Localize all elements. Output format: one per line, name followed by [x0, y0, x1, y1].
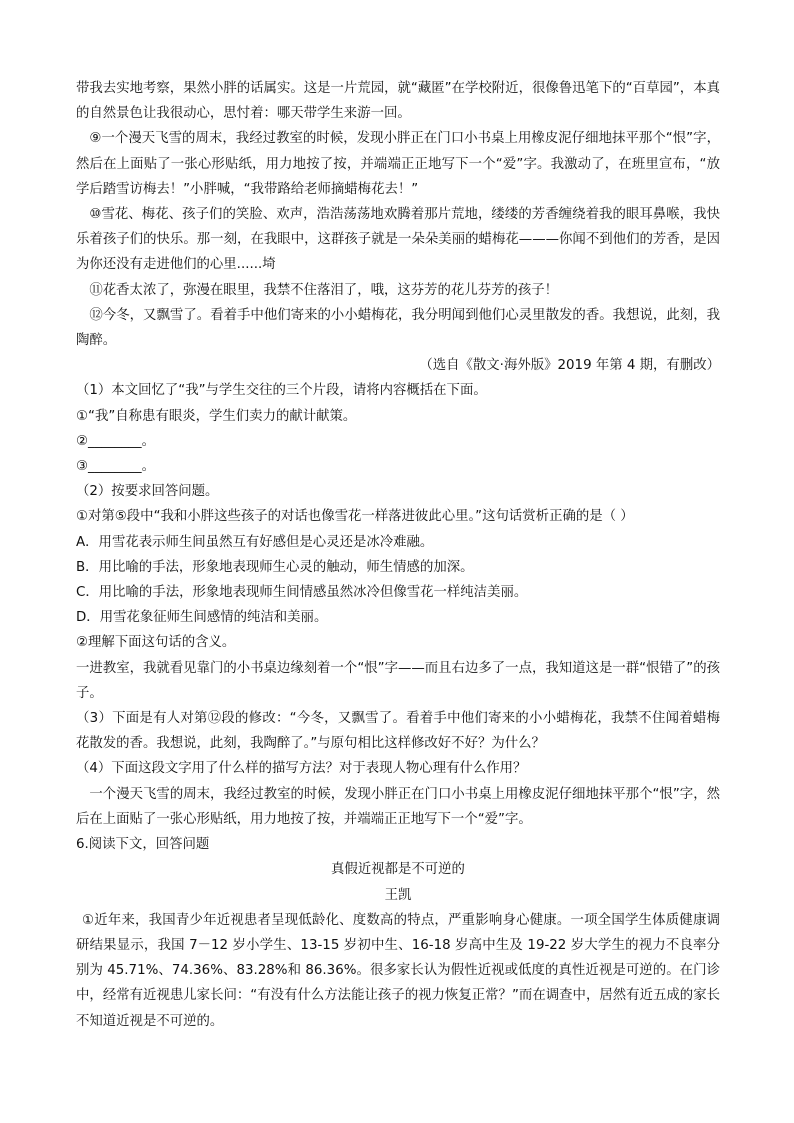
- question-4: （4）下面这段文字用了什么样的描写方法？对于表现人物心理有什么作用？: [76, 761, 527, 777]
- option-b: B．用比喻的手法，形象地表现师生心灵的触动，师生情感的加深。: [76, 559, 474, 575]
- passage-paragraph-11: ⑪花香太浓了，弥漫在眼里，我禁不住落泪了，哦，这芬芳的花儿芬芳的孩子！: [89, 282, 559, 298]
- passage-paragraph-10: ⑩雪花、梅花、孩子们的笑脸、欢声，浩浩荡荡地欢腾着那片荒地，缕缕的芳香缠绕着我的眼耳鼻喉，我快乐着孩子们的快乐。那一刻，在我眼中，这群孩子就是一朵朵美丽的蜡梅花———你闻不到他们的芳香，是因为你还没有走进他们的心里......埼: [76, 207, 720, 273]
- question-1-item-3: ③________。: [76, 459, 155, 475]
- question-2-sub-2: ②理解下面这句话的含义。: [76, 635, 236, 651]
- option-c: C．用比喻的手法，形象地表现师生间情感虽然冰冷但像雪花一样纯洁美丽。: [76, 585, 528, 601]
- question-2-sub-1: ①对第⑤段中“我和小胖这些孩子的对话也像雪花一样落进彼此心里。”这句话赏析正确的是（ ）: [76, 509, 634, 525]
- source-citation: （选自《散文·海外版》2019 年第 4 期，有删改）: [419, 358, 720, 374]
- passage-paragraph-12: ⑫今冬，又飘雪了。看着手中他们寄来的小小蜡梅花，我分明闻到他们心灵里散发的香。我想说，此刻，我陶醉。: [76, 307, 720, 349]
- article-author: 王凯: [384, 887, 412, 903]
- question-2-stem: （2）按要求回答问题。: [76, 484, 219, 500]
- question-1-stem: （1）本文回忆了“我”与学生交往的三个片段，请将内容概括在下面。: [76, 383, 487, 399]
- passage-paragraph-continued: 带我去实地考察，果然小胖的话属实。这是一片荒园，就“藏匿”在学校附近，很像鲁迅笔下的“百草园”，本真的自然景色让我很动心，思忖着：哪天带学生来游一回。: [76, 81, 720, 122]
- passage-paragraph-9: ⑨一个漫天飞雪的周末，我经过教室的时候，发现小胖正在门口小书桌上用橡皮泥仔细地抹平那个“恨”字，然后在上面贴了一张心形贴纸，用力地按了按，并端端正正地写下一个“爱”字。我激动了，在班里宣布，“放学后踏雪访梅去！”小胖喊，“我带路给老师摘蜡梅花去！”: [76, 131, 720, 197]
- document-page: [76, 76, 720, 1034]
- option-d: D．用雪花象征师生间感情的纯洁和美丽。: [76, 610, 328, 626]
- question-1-item-2: ②________。: [76, 433, 155, 449]
- question-4-quoted-text: 一个漫天飞雪的周末，我经过教室的时候，发现小胖正在门口小书桌上用橡皮泥仔细地抹平那个“恨”字，然后在上面贴了一张心形贴纸，用力地按了按，并端端正正地写下一个“爱”字。: [76, 786, 720, 827]
- question-3: （3）下面是有人对第⑫段的修改：“今冬，又飘雪了。看着手中他们寄来的小小蜡梅花，我禁不住闻着蜡梅花散发的香。我想说，此刻，我陶醉了。”与原句相比这样修改好不好？为什么？: [76, 711, 720, 752]
- option-a: A．用雪花表示师生间虽然互有好感但是心灵还是冰冷难融。: [76, 534, 434, 550]
- question-1-item-1: ①“我”自称患有眼炎，学生们卖力的献计献策。: [76, 408, 357, 424]
- section-6-heading: 6.阅读下文，回答问题: [76, 837, 210, 853]
- article-title: 真假近视都是不可逆的: [331, 862, 465, 878]
- question-2-quoted-sentence: 一进教室，我就看见靠门的小书桌边缘刻着一个“恨”字——而且右边多了一点，我知道这是一群“恨错了”的孩子。: [76, 660, 720, 701]
- article-paragraph-1: ①近年来，我国青少年近视患者呈现低龄化、度数高的特点，严重影响身心健康。一项全国学生体质健康调研结果显示，我国 7－12 岁小学生、13-15 岁初中生、16-18 岁高中生及 19-22 岁大学生的视力不良率分别为 45.71%、74.36%、83.28%和 86.36%。很多家长认为假性近视或低度的真性近视是可逆的。在门诊中，经常有近视患儿家长问：“有没有什么方法能让孩子的视力恢复正常？”而在调查中，居然有近五成的家长不知道近视是不可逆的。: [76, 912, 720, 1029]
